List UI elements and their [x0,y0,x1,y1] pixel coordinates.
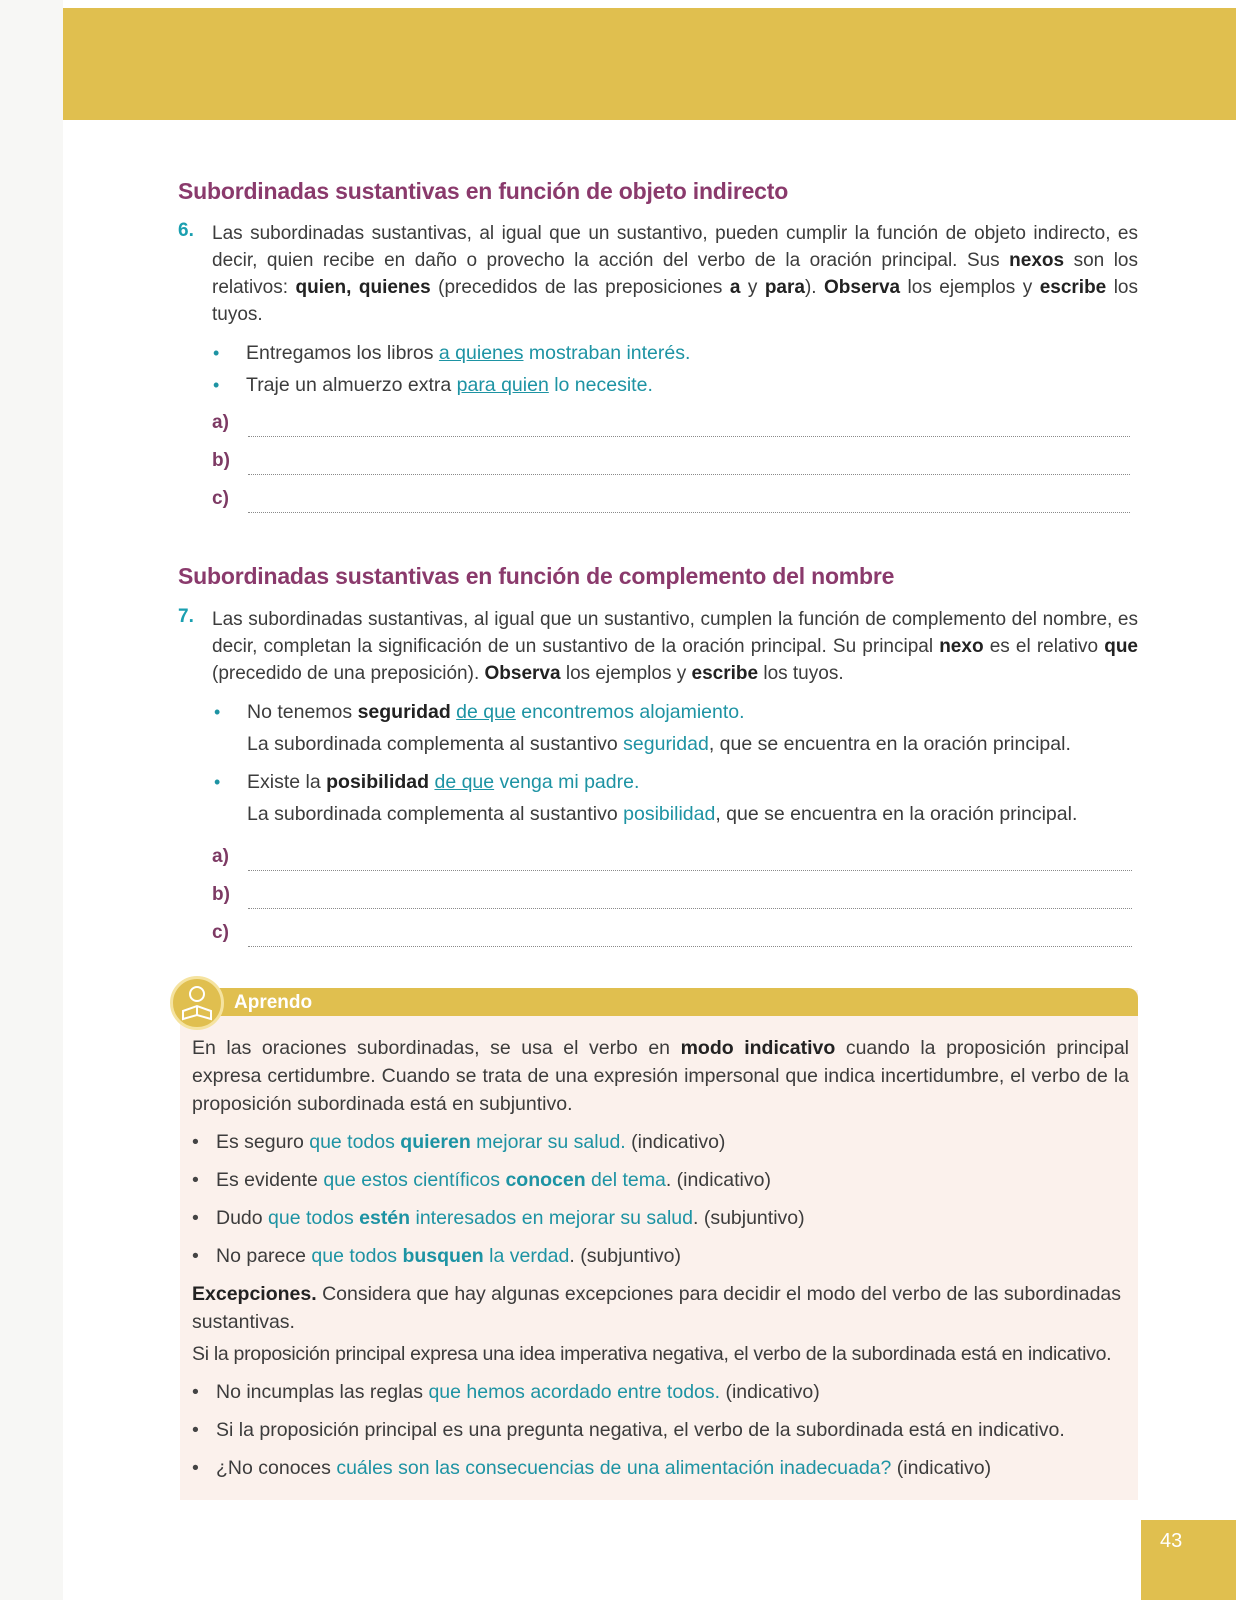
aprendo-intro: En las oraciones subordinadas, se usa el verbo en modo indicativo cuando la proposición principal expresa certidumbre. Cuando se trata de una expresión impersonal que indica incertidumbre, el verbo de la proposición subordinada está en subjuntivo. [192,1037,1130,1115]
answer-line[interactable]: b) [212,884,1132,922]
exercise-6 [178,220,1138,328]
exercise-7-answers [212,846,1132,960]
exercise-7 [178,606,1138,687]
section-7-title: Subordinadas sustantivas en función de complemento del nombre [178,563,895,589]
reader-icon [170,976,224,1030]
example-item: • No tenemos seguridad de que encontremos alojamiento. [214,701,745,723]
page-left-margin [0,0,63,1600]
example-item: • Entregamos los libros a quienes mostraban interés. [213,342,691,364]
page-number-box [1141,1520,1236,1600]
aprendo-bullet: • Dudo que todos estén interesados en mejorar su salud. (subjuntivo) [192,1207,805,1229]
exercise-7-examples [214,698,1137,828]
exercise-6-examples [213,339,1126,399]
section-7 [178,563,1138,590]
answer-line[interactable]: a) [212,412,1130,450]
aprendo-bullet: • No incumplas las reglas que hemos acordado entre todos. (indicativo) [192,1381,820,1403]
aprendo-bullet: • Si la proposición principal es una pregunta negativa, el verbo de la subordinada está en indicativo. [192,1419,1065,1441]
exercise-6-answers [212,412,1130,526]
answer-line[interactable]: c) [212,488,1130,526]
section-6-title: Subordinadas sustantivas en función de objeto indirecto [178,178,789,204]
header-band [63,8,1236,120]
aprendo-bullet: • No parece que todos busquen la verdad. (subjuntivo) [192,1245,681,1267]
page-number: 43 [1160,1530,1183,1552]
exceptions-rule: Si la proposición principal expresa una idea imperativa negativa, el verbo de la subordinada está en indicativo. [192,1343,1112,1365]
aprendo-header-bar [190,988,1138,1016]
answer-line[interactable]: c) [212,922,1132,960]
section-6 [178,178,1138,205]
aprendo-bullet: • ¿No conoces cuáles son las consecuencias de una alimentación inadecuada? (indicativo) [192,1457,992,1479]
example-note: La subordinada complementa al sustantivo seguridad, que se encuentra en la oración principal. [247,733,1071,755]
example-item: • Traje un almuerzo extra para quien lo necesite. [213,374,653,396]
answer-line[interactable]: b) [212,450,1130,488]
aprendo-label: Aprendo [234,992,313,1013]
answer-line[interactable]: a) [212,846,1132,884]
example-note: La subordinada complementa al sustantivo posibilidad, que se encuentra en la oración principal. [247,803,1078,825]
exercise-6-number: 6. [178,220,194,241]
exceptions-text: Excepciones. Considera que hay algunas excepciones para decidir el modo del verbo de las subordinadas sustantivas. [192,1283,1122,1333]
aprendo-bullet: • Es evidente que estos científicos conocen del tema. (indicativo) [192,1169,771,1191]
exercise-7-instructions: Las subordinadas sustantivas, al igual que un sustantivo, cumplen la función de complemento del nombre, es decir, completan la significación de un sustantivo de la oración principal. Su principal nexo es el relativo que (precedido de una preposición). Observa los ejemplos y escribe los tuyos. [212,609,1138,684]
aprendo-bullet: • Es seguro que todos quieren mejorar su salud. (indicativo) [192,1131,726,1153]
example-item: • Existe la posibilidad de que venga mi padre. [214,771,640,793]
aprendo-content [192,1034,1129,1482]
exercise-6-instructions: Las subordinadas sustantivas, al igual que un sustantivo, pueden cumplir la función de objeto indirecto, es decir, quien recibe en daño o provecho la acción del verbo de la oración principal. Sus nexos son los relativos: quien, quienes (precedidos de las preposiciones a y para). Observa los ejemplos y escribe los tuyos. [212,223,1138,325]
exercise-7-number: 7. [178,606,194,627]
